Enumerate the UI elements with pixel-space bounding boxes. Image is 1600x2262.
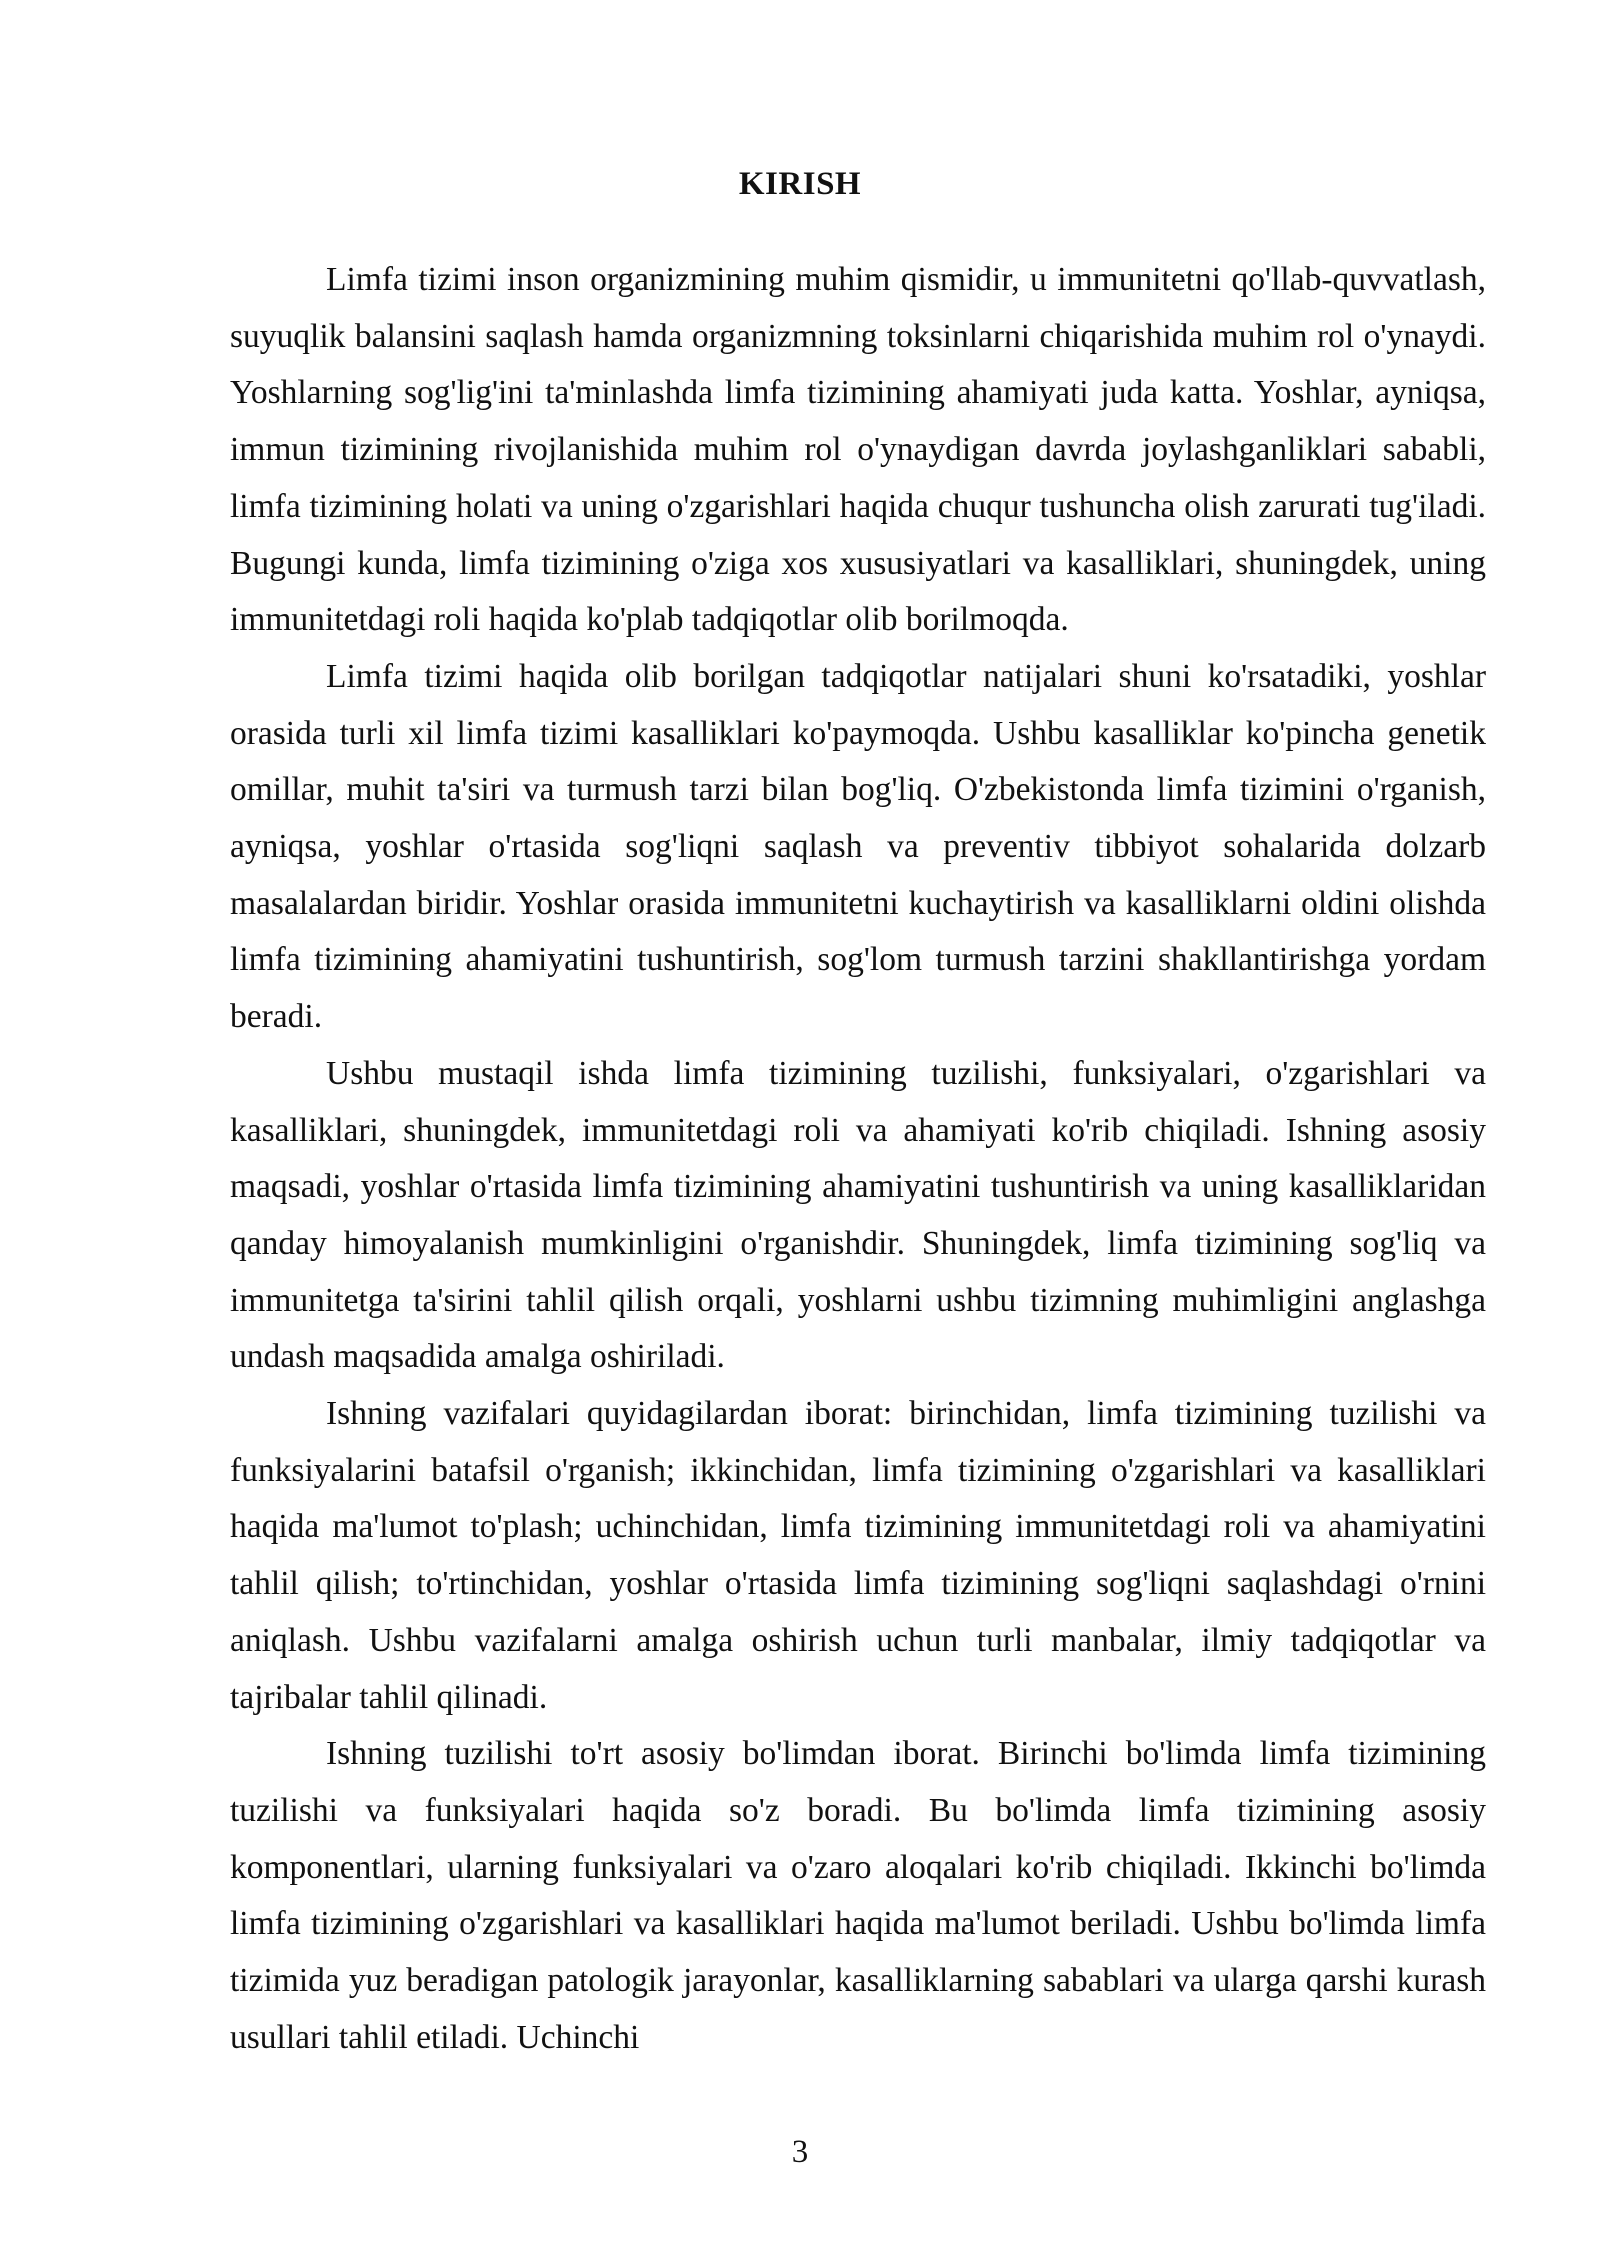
paragraph-4: Ishning vazifalari quyidagilardan iborat: birinchidan, limfa tizimining tuzilishi va funksiyalarini batafsil o'rganish; ikkinchidan, limfa tizimining o'zgarishlari va kasalliklari haqida ma'lumot to'plash; uchinchidan, limfa tizimining immunitetdagi roli va ahamiyatini tahlil qilish; to'rtinchidan, yoshlar o'rtasida limfa tizimining sog'liqni saqlashdagi o'rnini aniqlash. Ushbu vazifalarni amalga oshirish uchun turli manbalar, ilmiy tadqiqotlar va tajribalar tahlil qilinadi.: [230, 1395, 1486, 1716]
page-number: 3: [791, 2134, 809, 2170]
paragraph-5: Ishning tuzilishi to'rt asosiy bo'limdan iborat. Birinchi bo'limda limfa tizimining tuzilishi va funksiyalari haqida so'z boradi. Bu bo'limda limfa tizimining asosiy komponentlari, ularning funksiyalari va o'zaro aloqalari ko'rib chiqiladi. Ikkinchi bo'limda limfa tizimining o'zgarishlari va kasalliklari haqida ma'lumot beriladi. Ushbu bo'limda limfa tizimida yuz beradigan patologik jarayonlar, kasalliklarning sabablari va ularga qarshi kurash usullari tahlil etiladi. Uchinchi: [230, 1735, 1486, 2056]
paragraph-3: Ushbu mustaqil ishda limfa tizimining tuzilishi, funksiyalari, o'zgarishlari va kasalliklari, shuningdek, immunitetdagi roli va ahamiyati ko'rib chiqiladi. Ishning asosiy maqsadi, yoshlar o'rtasida limfa tizimining ahamiyatini tushuntirish va uning kasalliklaridan qanday himoyalanish mumkinligini o'rganishdir. Shuningdek, limfa tizimining sog'liq va immunitetga ta'sirini tahlil qilish orqali, yoshlarni ushbu tizimning muhimligini anglashga undash maqsadida amalga oshiriladi.: [230, 1054, 1486, 1376]
section-title: KIRISH: [738, 166, 862, 202]
paragraph-2: Limfa tizimi haqida olib borilgan tadqiqotlar natijalari shuni ko'rsatadiki, yoshlar orasida turli xil limfa tizimi kasalliklari ko'paymoqda. Ushbu kasalliklar ko'pincha genetik omillar, muhit ta'siri va turmush tarzi bilan bog'liq. O'zbekistonda limfa tizimini o'rganish, ayniqsa, yoshlar o'rtasida sog'liqni saqlash va preventiv tibbiyot sohalarida dolzarb masalalardan biridir. Yoshlar orasida immunitetni kuchaytirish va kasalliklarni oldini olishda limfa tizimining ahamiyatini tushuntirish, sog'lom turmush tarzini shakllantirishga yordam beradi.: [230, 657, 1486, 1036]
body-text: [230, 252, 1486, 2067]
paragraph-1: Limfa tizimi inson organizmining muhim qismidir, u immunitetni qo'llab-quvvatlash, suyuqlik balansini saqlash hamda organizmning toksinlarni chiqarishida muhim rol o'ynaydi. Yoshlarning sog'lig'ini ta'minlashda limfa tizimining ahamiyati juda katta. Yoshlar, ayniqsa, immun tizimining rivojlanishida muhim rol o'ynaydigan davrda joylashganliklari sababli, limfa tizimining holati va uning o'zgarishlari haqida chuqur tushuncha olish zarurati tug'iladi. Bugungi kunda, limfa tizimining o'ziga xos xususiyatlari va kasalliklari, shuningdek, uning immunitetdagi roli haqida ko'plab tadqiqotlar olib borilmoqda.: [230, 261, 1486, 639]
